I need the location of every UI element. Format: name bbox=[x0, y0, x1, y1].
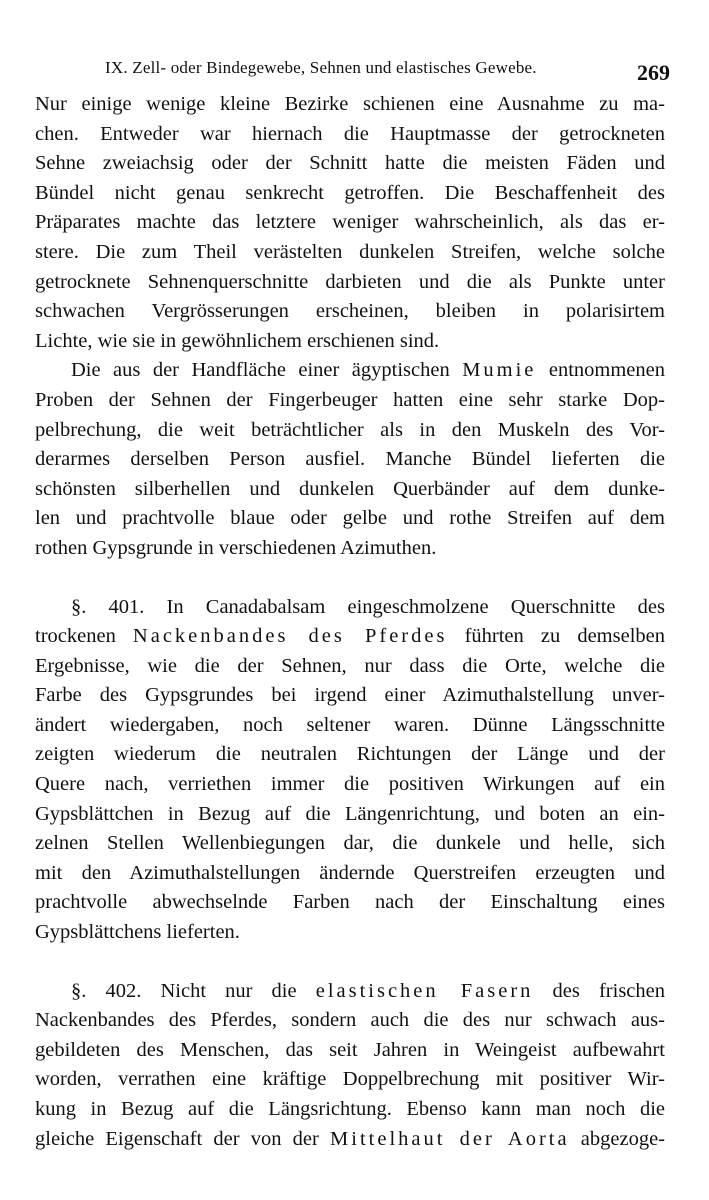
text-line: Gypsblättchen in Bezug auf die Längenrichtung, und boten an ein- bbox=[35, 802, 665, 825]
text-line: Lichte, wie sie in gewöhnlichem erschienen sind. bbox=[35, 329, 440, 352]
paragraph-gap bbox=[35, 564, 665, 593]
text-line: rothen Gypsgrunde in verschiedenen Azimuthen. bbox=[35, 536, 437, 559]
text-line: Farbe des Gypsgrundes bei irgend einer Azimuthalstellung unver- bbox=[35, 684, 665, 707]
text-line: len und prachtvolle blaue oder gelbe und rothe Streifen auf dem bbox=[35, 507, 665, 530]
text-line: Quere nach, verriethen immer die positiven Wirkungen auf ein bbox=[35, 773, 665, 796]
section-401 bbox=[35, 593, 665, 948]
text-line: mit den Azimuthalstellungen ändernde Querstreifen erzeugten und bbox=[35, 861, 665, 884]
text-line bbox=[35, 356, 665, 386]
text-run: entnommenen bbox=[536, 359, 665, 382]
text-run: des frischen bbox=[533, 979, 665, 1002]
text-line: worden, verrathen eine kräftige Doppelbrechung mit positiver Wir- bbox=[35, 1068, 665, 1091]
text-line: §. 401. In Canadabalsam eingeschmolzene Querschnitte des bbox=[71, 595, 665, 618]
text-line: getrocknete Sehnenquerschnitte darbieten und die als Punkte unter bbox=[35, 270, 665, 293]
text-line: Sehne zweiachsig oder der Schnitt hatte die meisten Fäden und bbox=[35, 152, 665, 175]
text-line: pelbrechung, die weit beträchtlicher als in den Muskeln des Vor- bbox=[35, 418, 665, 441]
text-line: Nur einige wenige kleine Bezirke schienen eine Ausnahme zu ma- bbox=[35, 93, 665, 115]
text-line: Gypsblättchens lieferten. bbox=[35, 921, 240, 944]
text-line: ändert wiedergaben, noch seltener waren. Dünne Längsschnitte bbox=[35, 713, 665, 736]
text-line: Ergebnisse, wie die der Sehnen, nur dass die Orte, welche die bbox=[35, 654, 665, 677]
text-run: Die aus der Handfläche einer ägyptischen bbox=[71, 359, 463, 382]
text-run: trockenen bbox=[35, 625, 133, 648]
text-line bbox=[35, 977, 665, 1007]
text-line bbox=[35, 622, 665, 652]
page-number: 269 bbox=[637, 60, 670, 85]
text-line: schwachen Vergrösserungen erscheinen, bleiben in polarisirtem bbox=[35, 300, 665, 323]
emphasized-term: elastischen Fasern bbox=[315, 979, 534, 1002]
text-run: führten zu demselben bbox=[447, 625, 665, 648]
text-run: abgezoge- bbox=[569, 1127, 665, 1150]
text-line: kung in Bezug auf die Längsrichtung. Ebenso kann man noch die bbox=[35, 1098, 665, 1120]
text-line: Bündel nicht genau senkrecht getroffen. Die Beschaffenheit des bbox=[35, 181, 665, 204]
text-run: gleiche Eigenschaft der von der bbox=[35, 1127, 331, 1150]
text-line: zelnen Stellen Wellenbiegungen dar, die dunkele und helle, sich bbox=[35, 832, 665, 855]
emphasized-term: Mumie bbox=[462, 359, 537, 382]
text-run: §. 402. Nicht nur die bbox=[71, 979, 316, 1002]
text-line: chen. Entweder war hiernach die Hauptmasse der getrockneten bbox=[35, 122, 665, 145]
paragraph-2 bbox=[35, 356, 665, 563]
page-body bbox=[35, 90, 665, 1154]
text-line bbox=[35, 1125, 665, 1155]
text-line: zeigten wiederum die neutralen Richtungen der Länge und der bbox=[35, 743, 665, 766]
text-line: gebildeten des Menschen, das seit Jahren in Weingeist aufbewahrt bbox=[35, 1038, 665, 1061]
emphasized-term: Nackenbandes des Pferdes bbox=[132, 625, 448, 648]
text-line: stere. Die zum Theil verästelten dunkelen Streifen, welche solche bbox=[35, 240, 665, 263]
paragraph-1 bbox=[35, 90, 665, 356]
text-line: Nackenbandes des Pferdes, sondern auch die des nur schwach aus- bbox=[35, 1009, 665, 1032]
text-line: Proben der Sehnen der Fingerbeuger hatten eine sehr starke Dop- bbox=[35, 388, 665, 411]
header-title: IX. Zell- oder Bindegewebe, Sehnen und elastisches Gewebe. bbox=[105, 58, 537, 77]
text-line: Präparates machte das letztere weniger wahrscheinlich, als das er- bbox=[35, 211, 665, 234]
running-header bbox=[35, 58, 674, 88]
text-line: derarmes derselben Person ausfiel. Manche Bündel lieferten die bbox=[35, 448, 665, 471]
text-line: prachtvolle abwechselnde Farben nach der Einschaltung eines bbox=[35, 891, 665, 914]
text-line: schönsten silberhellen und dunkelen Querbänder auf dem dunke- bbox=[35, 477, 665, 500]
section-402 bbox=[35, 977, 665, 1155]
paragraph-gap bbox=[35, 948, 665, 977]
emphasized-term: Mittelhaut der Aorta bbox=[330, 1127, 570, 1150]
